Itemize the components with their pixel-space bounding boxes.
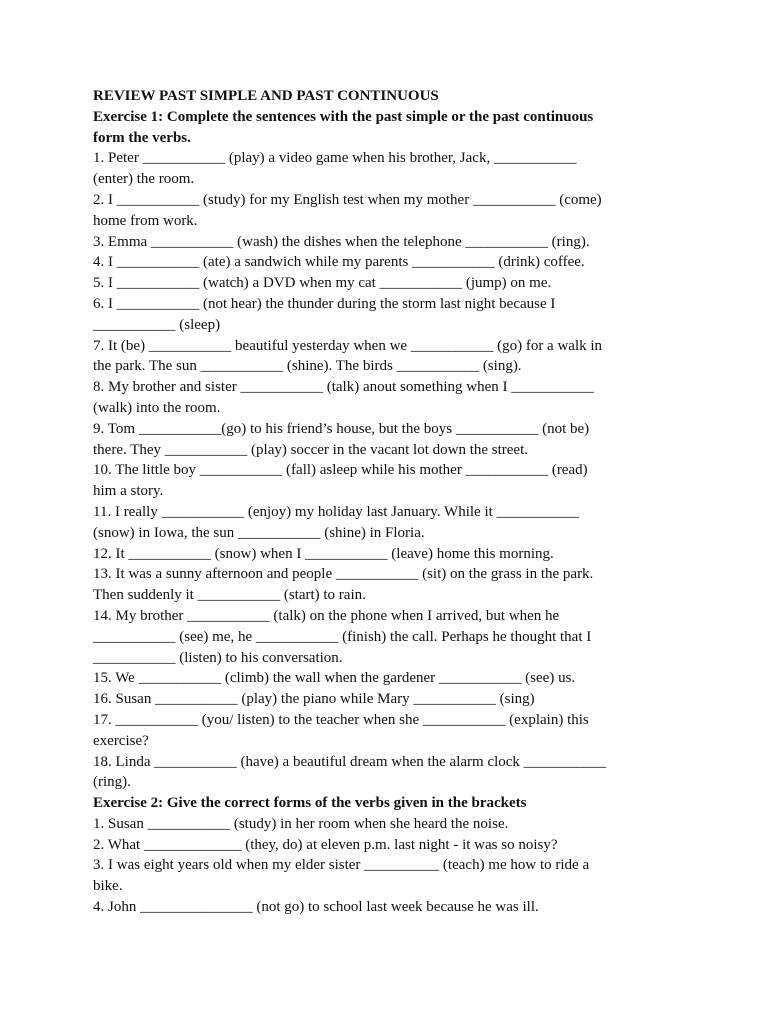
text-line: 13. It was a sunny afternoon and people ___________ (sit) on the grass in the park. xyxy=(93,566,594,583)
text-line: 12. It ___________ (snow) when I ___________ (leave) home this morning. xyxy=(93,545,554,562)
text-line: ___________ (listen) to his conversation. xyxy=(93,649,343,666)
text-line: ___________ (sleep) xyxy=(93,316,221,333)
text-line: home from work. xyxy=(93,212,198,229)
text-line: 1. Peter ___________ (play) a video game when his brother, Jack, ___________ xyxy=(93,150,577,167)
text-line: 11. I really ___________ (enjoy) my holiday last January. While it ___________ xyxy=(93,503,580,520)
heading-line: Exercise 2: Give the correct forms of the verbs given in the brackets xyxy=(93,795,527,812)
text-line: 3. Emma ___________ (wash) the dishes when the telephone ___________ (ring). xyxy=(93,233,590,250)
text-line: 4. I ___________ (ate) a sandwich while my parents ___________ (drink) coffee. xyxy=(93,254,585,271)
worksheet-page xyxy=(93,86,673,918)
text-line: 15. We ___________ (climb) the wall when the gardener ___________ (see) us. xyxy=(93,670,576,687)
text-line: ___________ (see) me, he ___________ (finish) the call. Perhaps he thought that I xyxy=(93,628,592,645)
text-line: (walk) into the room. xyxy=(93,399,221,416)
text-line: 2. I ___________ (study) for my English test when my mother ___________ (come) xyxy=(93,191,602,208)
text-line: 3. I was eight years old when my elder sister __________ (teach) me how to ride a xyxy=(93,857,590,874)
text-line: 6. I ___________ (not hear) the thunder during the storm last night because I xyxy=(93,295,556,312)
heading-line: Exercise 1: Complete the sentences with the past simple or the past continuous xyxy=(93,108,594,125)
text-line: 14. My brother ___________ (talk) on the phone when I arrived, but when he xyxy=(93,607,560,624)
text-line: (enter) the room. xyxy=(93,171,195,188)
heading-line: form the verbs. xyxy=(93,129,191,146)
text-line: (ring). xyxy=(93,774,131,791)
text-line: Then suddenly it ___________ (start) to rain. xyxy=(93,587,366,604)
text-line: there. They ___________ (play) soccer in the vacant lot down the street. xyxy=(93,441,529,458)
text-line: him a story. xyxy=(93,483,164,500)
text-line: 18. Linda ___________ (have) a beautiful dream when the alarm clock ___________ xyxy=(93,753,607,770)
text-line: 16. Susan ___________ (play) the piano while Mary ___________ (sing) xyxy=(93,691,535,708)
heading-line: REVIEW PAST SIMPLE AND PAST CONTINUOUS xyxy=(93,88,439,104)
text-line: 9. Tom ___________(go) to his friend’s house, but the boys ___________ (not be) xyxy=(93,420,590,437)
text-line: 7. It (be) ___________ beautiful yesterday when we ___________ (go) for a walk in xyxy=(93,337,603,354)
text-line: (snow) in Iowa, the sun ___________ (shine) in Floria. xyxy=(93,524,425,541)
text-line: 2. What _____________ (they, do) at eleven p.m. last night - it was so noisy? xyxy=(93,836,558,853)
text-line: exercise? xyxy=(93,732,149,749)
text-line: 5. I ___________ (watch) a DVD when my cat ___________ (jump) on me. xyxy=(93,275,552,292)
text-line: bike. xyxy=(93,878,123,895)
text-line: 8. My brother and sister ___________ (talk) anout something when I ___________ xyxy=(93,379,594,396)
text-line: the park. The sun ___________ (shine). The birds ___________ (sing). xyxy=(93,358,522,375)
text-line: 1. Susan ___________ (study) in her room when she heard the noise. xyxy=(93,815,509,832)
text-line: 4. John _______________ (not go) to school last week because he was ill. xyxy=(93,899,539,916)
text-line: 17. ___________ (you/ listen) to the teacher when she ___________ (explain) this xyxy=(93,711,589,728)
text-line: 10. The little boy ___________ (fall) asleep while his mother ___________ (read) xyxy=(93,462,588,479)
